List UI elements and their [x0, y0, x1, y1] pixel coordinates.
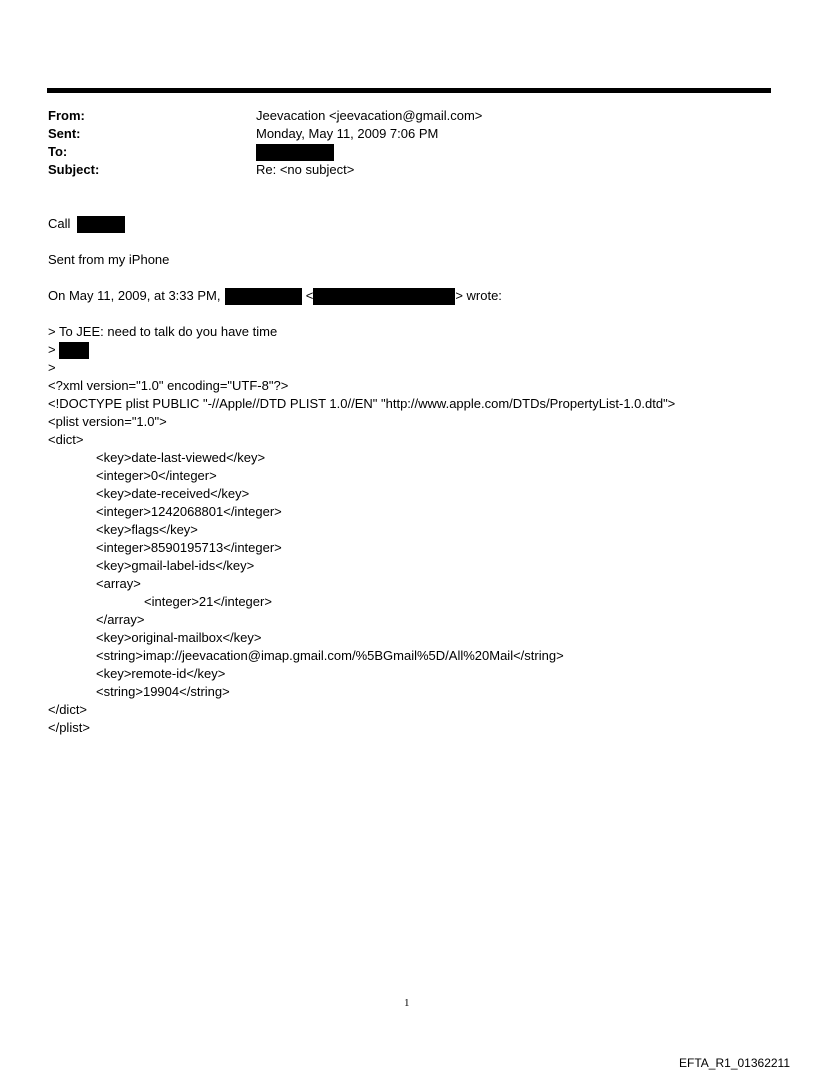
call-line [48, 215, 125, 233]
plist-line: </plist> [48, 720, 90, 735]
plist-line: </dict> [48, 702, 88, 717]
subject-value: Re: <no subject> [256, 162, 355, 177]
plist-line: <plist version="1.0"> [48, 414, 167, 429]
from-value: Jeevacation <jeevacation@gmail.com> [256, 108, 483, 123]
call-text: Call [48, 216, 71, 231]
plist-line: <key>date-last-viewed</key> [96, 450, 266, 465]
subject-row [48, 161, 768, 179]
redaction-box [59, 342, 89, 359]
redaction-box [225, 288, 302, 305]
plist-line: <array> [96, 576, 141, 591]
plist-line: <integer>8590195713</integer> [96, 540, 282, 555]
signature-line: Sent from my iPhone [48, 252, 170, 267]
sent-row [48, 125, 768, 143]
quote-attribution [48, 287, 502, 305]
plist-line: <integer>0</integer> [96, 468, 217, 483]
quoted-line: > To JEE: need to talk do you have time [48, 324, 278, 339]
quote-lt: < [305, 288, 314, 303]
from-label: From: [48, 108, 85, 123]
to-row [48, 143, 768, 161]
quote-suffix: > wrote: [455, 288, 502, 303]
quote-marker: > [48, 342, 56, 357]
page-number: 1 [404, 997, 410, 1009]
plist-line: </array> [96, 612, 145, 627]
to-label: To: [48, 144, 68, 159]
to-value [256, 143, 334, 161]
plist-line: <dict> [48, 432, 84, 447]
plist-line: <integer>1242068801</integer> [96, 504, 282, 519]
plist-line: <string>imap://jeevacation@imap.gmail.com/%5BGmail%5D/All%20Mail</string> [96, 648, 564, 663]
quoted-line: > [48, 360, 56, 375]
sent-label: Sent: [48, 126, 81, 141]
plist-line: <key>gmail-label-ids</key> [96, 558, 255, 573]
subject-label: Subject: [48, 162, 100, 177]
quote-prefix: On May 11, 2009, at 3:33 PM, [48, 288, 221, 303]
plist-line: <key>date-received</key> [96, 486, 250, 501]
plist-line: <key>flags</key> [96, 522, 198, 537]
sent-value: Monday, May 11, 2009 7:06 PM [256, 126, 439, 141]
plist-line: <string>19904</string> [96, 684, 230, 699]
from-row [48, 107, 768, 125]
plist-line: <key>original-mailbox</key> [96, 630, 262, 645]
plist-line: <?xml version="1.0" encoding="UTF-8"?> [48, 378, 289, 393]
plist-line: <integer>21</integer> [144, 594, 272, 609]
header-rule [47, 88, 771, 93]
plist-line: <key>remote-id</key> [96, 666, 226, 681]
quoted-line [48, 341, 89, 359]
redaction-box [256, 144, 334, 161]
document-id: EFTA_R1_01362211 [679, 1056, 790, 1070]
redaction-box [77, 216, 125, 233]
redaction-box [313, 288, 455, 305]
plist-line: <!DOCTYPE plist PUBLIC "-//Apple//DTD PLIST 1.0//EN" "http://www.apple.com/DTDs/PropertyList-1.0.dtd"> [48, 396, 676, 411]
